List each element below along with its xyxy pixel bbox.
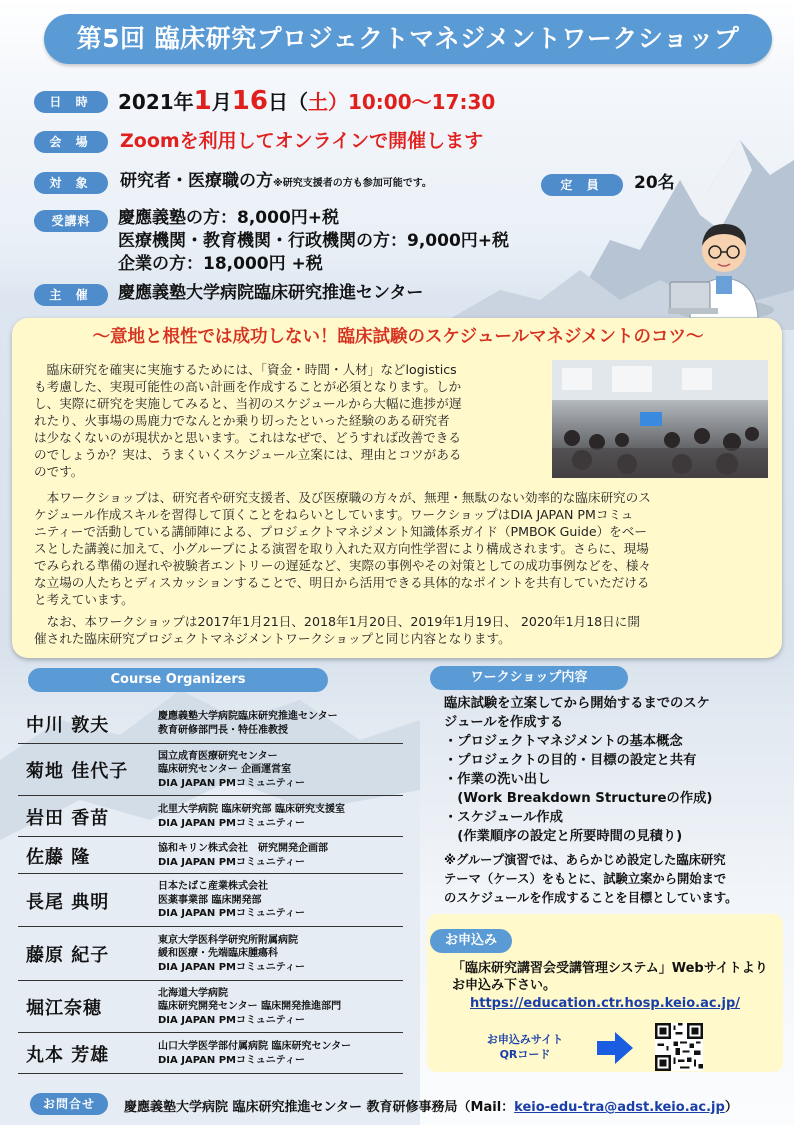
contact-text (124, 1096, 738, 1115)
overview-line: と考えています。 (34, 592, 134, 607)
organizer-affiliation-line: DIA JAPAN PMコミュニティー (158, 961, 305, 973)
workshop-label: ワークショップ内容 (430, 666, 628, 690)
page-title: 第5回 臨床研究プロジェクトマネジメントワークショップ (44, 14, 772, 64)
organizer-affiliation-line: 北里大学病院 臨床研究部 臨床研究支援室 (158, 804, 345, 815)
organizer-affiliation-line: DIA JAPAN PMコミュニティー (158, 908, 305, 920)
workshop-note-line: ※グループ演習では、あらかじめ設定した臨床研究 (444, 853, 726, 867)
organizer-name: 中川 敦夫 (26, 714, 110, 736)
organizer-affiliation (158, 934, 305, 975)
host-text: 慶應義塾大学病院臨床研究推進センター (118, 283, 424, 303)
overview-line: な立場の人たちとディスカッションすることで、明日から活用できる具体的なポイントを共有していただける (34, 575, 650, 590)
organizer-affiliation (158, 710, 338, 737)
organizer-affiliation (158, 987, 341, 1028)
datetime-day-unit: 日（ (267, 90, 308, 114)
workshop-note-line: のスケジュールを作成することを目標としています。 (444, 891, 738, 905)
organizer-affiliation-line: 北海道大学病院 (158, 987, 228, 999)
workshop-note-line: テーマ（ケース）をもとに、試験立案から開始まで (444, 872, 727, 886)
organizer-row (18, 837, 403, 874)
qr-label (470, 1032, 580, 1062)
datetime-value (118, 86, 495, 117)
apply-label: お申込み (430, 929, 512, 953)
organizer-affiliation (158, 803, 345, 830)
capacity-text: 20名 (634, 173, 675, 193)
organizer-affiliation-line: DIA JAPAN PMコミュニティー (158, 777, 305, 789)
organizer-affiliation-line: 協和キリン株式会社 研究開発企画部 (158, 843, 328, 854)
workshop-line: ジュールを作成する (444, 715, 564, 730)
overview-line: でみられる準備の遅れや被験者エントリーの遅延など、実際の事例やその対策としての成功事例などを、様々 (34, 558, 652, 573)
organizer-affiliation (158, 750, 305, 791)
datetime-time: ）10:00〜17:30 (327, 90, 496, 114)
organizer-name: 岩田 香苗 (26, 807, 110, 829)
capacity-label: 定 員 (541, 174, 623, 196)
organizer-affiliation-line: 国立成育医療研究センター (158, 750, 278, 762)
target-value (120, 171, 432, 194)
apply-url-wrap (470, 996, 740, 1011)
workshop-line: (作業順序の設定と所要時間の見積り) (444, 829, 683, 844)
apply-text (452, 960, 768, 994)
datetime-year: 2021年 (118, 90, 194, 114)
overview-line: のでしょうか？実は、うまくいくスケジュール立案には、理由とコツがある (34, 447, 462, 462)
organizer-affiliation-line: 教育研修部門長・特任准教授 (158, 724, 288, 736)
overview-heading: ～意地と根性では成功しない！臨床試験のスケジュールマネジメントのコツ～ (92, 327, 704, 347)
target-text: 研究者・医療職の方 (120, 171, 273, 191)
fee-line-1: 慶應義塾の方：8,000円+税 (118, 208, 340, 228)
doctor-illustration (668, 210, 780, 320)
datetime-month-unit: 月 (211, 90, 232, 114)
organizer-name: 長尾 典明 (26, 891, 110, 913)
venue-text: Zoomを利用してオンラインで開催します (120, 130, 484, 152)
fee-line-2: 医療機関・教育機関・行政機関の方：9,000円+税 (118, 231, 510, 251)
organizer-name: 菊地 佳代子 (26, 761, 129, 782)
overview-line: 臨床研究を確実に実施するためには、「資金・時間・人材」などlogistics (34, 362, 457, 377)
target-note: ※研究支援者の方も参加可能です。 (273, 178, 432, 189)
qr-label-line-1: お申込みサイト (486, 1033, 564, 1046)
fee-line-3: 企業の方：18,000円 +税 (118, 254, 323, 274)
venue-label: 会 場 (34, 131, 108, 153)
overview-line: 本ワークショップは、研究者や研究支援者、及び医療職の方々が、無理・無駄のない効率的な臨床研究のス (34, 490, 651, 505)
workshop-line: ・スケジュール作成 (444, 810, 563, 825)
datetime-weekday: 土 (307, 90, 328, 114)
overview-line: ニティーで活動している講師陣による、プロジェクトマネジメント知識体系ガイド（PMBOK Guide）をベー (34, 524, 647, 539)
apply-url-link[interactable]: https://education.ctr.hosp.keio.ac.jp/ (470, 996, 741, 1011)
overview-paragraph-3 (34, 613, 778, 647)
organizer-affiliation-line: 臨床研究センター 企画運営室 (158, 764, 292, 776)
organizer-affiliation-line: DIA JAPAN PMコミュニティー (158, 817, 305, 829)
organizer-affiliation-line: DIA JAPAN PMコミュニティー (158, 1014, 305, 1026)
workshop-line: ・プロジェクトの目的・目標の設定と共有 (444, 753, 697, 768)
arrow-right-icon (597, 1030, 633, 1066)
organizer-name: 堀江奈穂 (26, 998, 102, 1019)
organizer-row (18, 927, 403, 981)
workshop-line: ・作業の洗い出し (444, 772, 551, 787)
overview-line: も考慮した、実現可能性の高い計画を作成することが必須となります。しか (34, 379, 462, 394)
workshop-photo (552, 360, 768, 478)
datetime-label: 日 時 (34, 91, 108, 113)
overview-line: れたり、火事場の馬鹿力でなんとか乗り切ったといった経験のある研究者 (34, 413, 450, 428)
organizer-name: 丸本 芳雄 (26, 1044, 110, 1066)
workshop-line: 臨床試験を立案してから開始するまでのスケ (444, 696, 710, 711)
fee-label: 受講料 (34, 210, 108, 232)
apply-text-line-2: お申込み下さい。 (452, 978, 557, 993)
overview-line: なお、本ワークショップは2017年1月21日、2018年1月20日、2019年1月19日、 2020年1月18日に開 (34, 614, 640, 629)
organizer-affiliation-line: 東京大学医科学研究所附属病院 (158, 934, 298, 946)
workshop-line: ・プロジェクトマネジメントの基本概念 (444, 734, 683, 749)
datetime-day: 16 (231, 86, 268, 116)
overview-line: のです。 (34, 464, 84, 479)
apply-text-line-1: 「臨床研究講習会受講管理システム」Webサイトより (452, 961, 768, 976)
organizer-row (18, 796, 403, 837)
organizer-row (18, 874, 403, 927)
workshop-line: (Work Breakdown Structureの作成) (444, 791, 713, 806)
organizer-affiliation (158, 1040, 351, 1067)
organizer-affiliation-line: 臨床研究開発センター 臨床開発推進部門 (158, 1001, 342, 1013)
organizers-label: Course Organizers (28, 668, 328, 692)
organizer-name: 佐藤 隆 (26, 846, 91, 868)
qr-code-icon[interactable] (655, 1023, 703, 1071)
organizer-affiliation-line: 日本たばこ産業株式会社 (158, 881, 268, 893)
target-label: 対 象 (34, 172, 108, 194)
organizer-affiliation-line: 緩和医療・先端臨床腫瘍科 (158, 948, 278, 960)
datetime-month: 1 (193, 86, 212, 116)
overview-line: 催された臨床研究プロジェクトマネジメントワークショップと同じ内容となります。 (34, 631, 511, 646)
contact-close: ） (724, 1100, 738, 1115)
overview-line: は少なくないのが現状かと思います。これはなぜで、どうすれば改善できる (34, 430, 461, 445)
organizer-affiliation-line: DIA JAPAN PMコミュニティー (158, 856, 305, 868)
workshop-photo-scene (552, 360, 768, 478)
organizer-affiliation (158, 880, 305, 921)
overview-paragraph-2 (34, 489, 778, 608)
overview-line: し、実際に研究を実施してみると、当初のスケジュールから大幅に進捗が遅 (34, 396, 462, 411)
organizer-name: 藤原 紀子 (26, 945, 110, 966)
overview-paragraph-1 (34, 361, 546, 480)
organizer-affiliation (158, 842, 328, 869)
organizer-row (18, 744, 403, 796)
contact-email-link[interactable]: keio-edu-tra@adst.keio.ac.jp (514, 1100, 725, 1115)
organizer-affiliation-line: 医薬事業部 臨床開発部 (158, 894, 262, 906)
organizer-row (18, 981, 403, 1033)
organizer-row (18, 703, 403, 744)
overview-line: スとした講義に加えて、小グループによる演習を取り入れた双方向性学習により構成されます。さらに、現場 (34, 541, 649, 556)
organizer-row (18, 1033, 403, 1074)
host-label: 主 催 (34, 284, 108, 306)
organizer-affiliation-line: 山口大学医学部付属病院 臨床研究センター (158, 1041, 352, 1052)
overview-line: ケジュール作成スキルを習得して頂くことをねらいとしています。ワークショップはDIA JAPAN PMコミュ (34, 507, 634, 522)
organizer-affiliation-line: DIA JAPAN PMコミュニティー (158, 1054, 305, 1066)
organizer-affiliation-line: 慶應義塾大学病院臨床研究推進センター (158, 711, 338, 722)
contact-label: お問合せ (30, 1093, 108, 1115)
qr-label-line-2: QRコード (499, 1048, 551, 1061)
contact-text-body: 慶應義塾大学病院 臨床研究推進センター 教育研修事務局（Mail： (124, 1100, 515, 1115)
